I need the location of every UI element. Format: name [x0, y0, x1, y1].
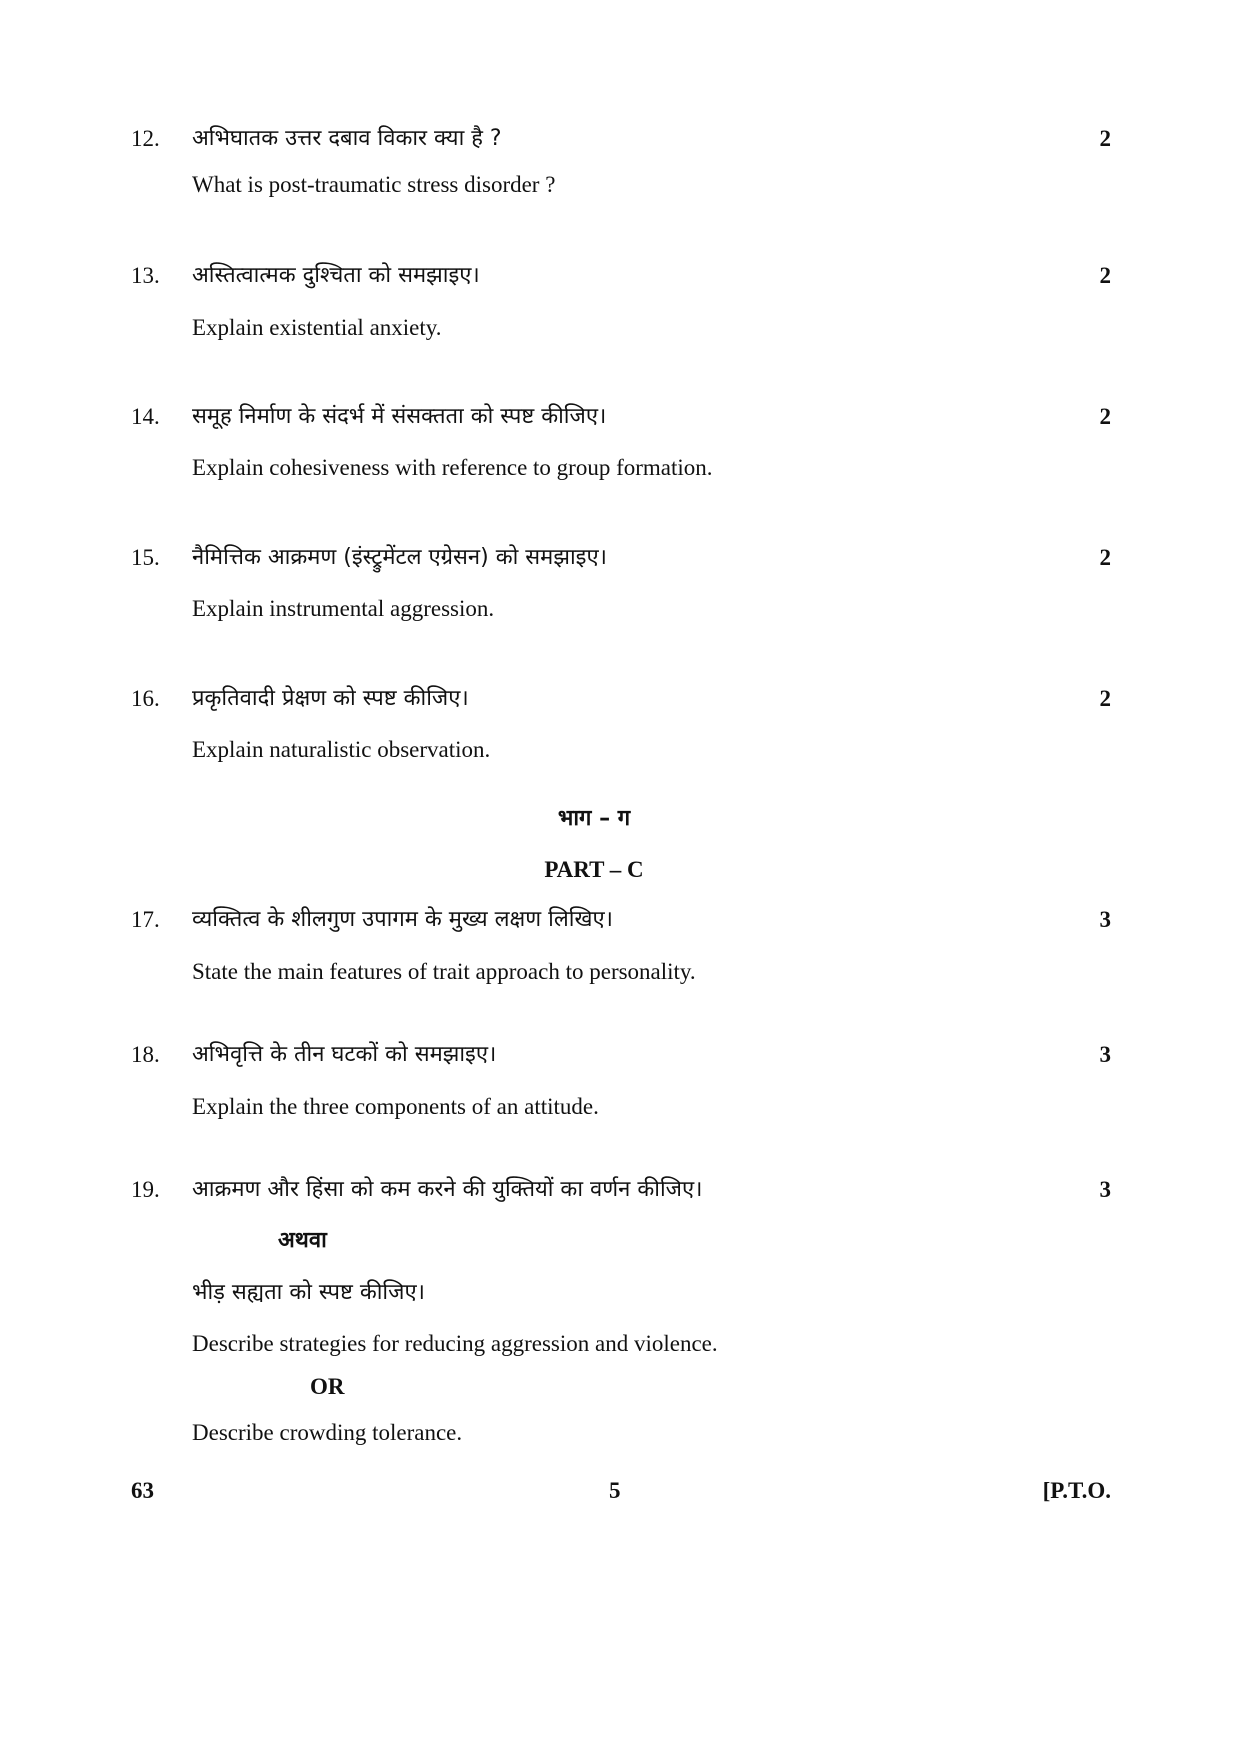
paper-code: 63 [131, 1478, 154, 1503]
question-english: Explain existential anxiety. [192, 315, 442, 340]
or-label-english: OR [310, 1374, 345, 1399]
pto-label: [P.T.O. [1042, 1478, 1111, 1503]
question-marks: 2 [1099, 545, 1111, 570]
question-hindi: अभिवृत्ति के तीन घटकों को समझाइए। [192, 1042, 497, 1067]
question-number: 15. [131, 545, 160, 570]
question-english: Explain instrumental aggression. [192, 596, 495, 621]
question-number: 16. [131, 686, 160, 711]
question-english: Describe strategies for reducing aggression and violence. [192, 1331, 718, 1356]
question-hindi: नैमित्तिक आक्रमण (इंस्ट्रुमेंटल एग्रेसन) को समझाइए। [192, 545, 607, 570]
question-hindi: व्यक्तित्व के शीलगुण उपागम के मुख्य लक्षण लिखिए। [192, 907, 613, 932]
question-english: Explain naturalistic observation. [192, 737, 491, 762]
page-number: 5 [609, 1478, 621, 1503]
question-hindi: आक्रमण और हिंसा को कम करने की युक्तियों का वर्णन कीजिए। [192, 1177, 703, 1202]
question-number: 19. [131, 1177, 160, 1202]
question-number: 13. [131, 263, 160, 288]
question-english: What is post-traumatic stress disorder ? [192, 172, 556, 197]
question-english: Explain cohesiveness with reference to group formation. [192, 455, 713, 480]
or-label-hindi: अथवा [278, 1228, 327, 1253]
question-english: State the main features of trait approach to personality. [192, 959, 696, 984]
question-english: Explain the three components of an attitude. [192, 1094, 599, 1119]
question-marks: 3 [1099, 907, 1111, 932]
question-marks: 3 [1099, 1042, 1111, 1067]
question-marks: 2 [1099, 686, 1111, 711]
question-hindi: अस्तित्वात्मक दुश्चिता को समझाइए। [192, 263, 480, 288]
question-number: 12. [131, 126, 160, 151]
question-marks: 2 [1099, 126, 1111, 151]
question-number: 17. [131, 907, 160, 932]
question-number: 14. [131, 404, 160, 429]
question-hindi: अभिघातक उत्तर दबाव विकार क्या है ? [192, 126, 502, 151]
question-hindi: प्रकृतिवादी प्रेक्षण को स्पष्ट कीजिए। [192, 686, 469, 711]
question-marks: 3 [1099, 1177, 1111, 1202]
section-heading-hindi: भाग – ग [557, 806, 631, 831]
question-marks: 2 [1099, 404, 1111, 429]
section-heading-english: PART – C [544, 857, 644, 882]
question-number: 18. [131, 1042, 160, 1067]
question-marks: 2 [1099, 263, 1111, 288]
question-alt-hindi: भीड़ सह्यता को स्पष्ट कीजिए। [192, 1280, 425, 1305]
question-alt-english: Describe crowding tolerance. [192, 1420, 463, 1445]
question-hindi: समूह निर्माण के संदर्भ में संसक्तता को स्पष्ट कीजिए। [192, 404, 607, 429]
